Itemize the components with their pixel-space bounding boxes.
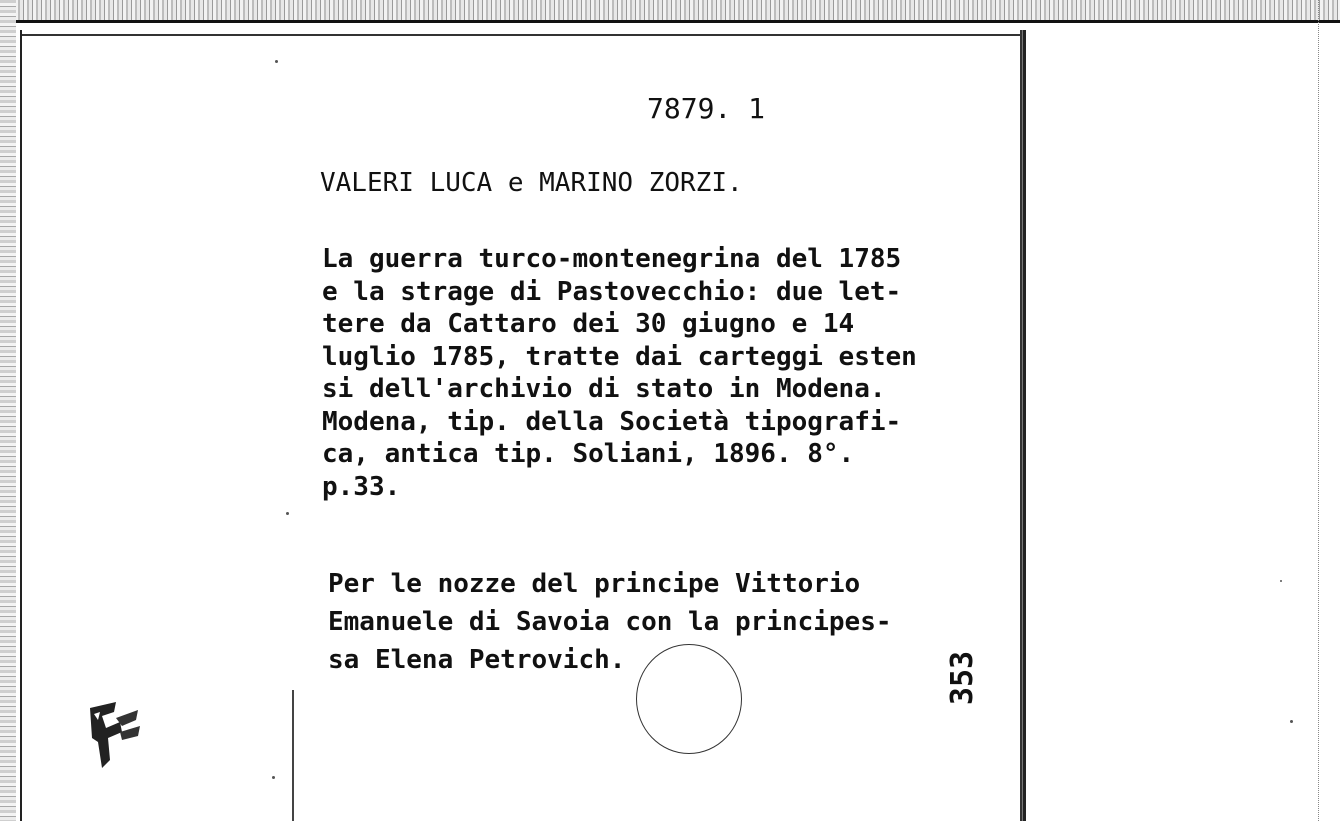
description-line: La guerra turco-montenegrina del 1785: [322, 244, 902, 274]
scan-top-edge: [0, 0, 1340, 20]
card-left-border: [20, 30, 22, 821]
card-inner-left-mark: [292, 690, 294, 821]
publication-note: [328, 565, 892, 679]
card-inner-top-border: [22, 34, 1022, 36]
description-line: ca, antica tip. Soliani, 1896. 8°.: [322, 439, 855, 469]
scan-right-dotted-line: [1318, 0, 1320, 821]
description-line: luglio 1785, tratte dai carteggi esten: [322, 341, 917, 372]
note-line: Per le nozze del principe Vittorio: [328, 569, 861, 599]
description-line: Modena, tip. della Società tipografi-: [322, 406, 902, 437]
scan-left-edge: [0, 0, 16, 821]
bibliographic-description: [322, 243, 917, 503]
note-line: Emanuele di Savoia con la principes-: [328, 607, 892, 637]
description-line: tere da Cattaro dei 30 giugno e 14: [322, 309, 855, 339]
card-top-border: [14, 20, 1340, 23]
side-shelf-number: 353: [945, 650, 980, 706]
author-heading: VALERI LUCA e MARINO ZORZI.: [320, 168, 743, 198]
library-stamp-logo: [86, 698, 144, 770]
note-line: sa Elena Petrovich.: [328, 645, 626, 675]
description-line: e la strage di Pastovecchio: due let-: [322, 276, 902, 307]
catalog-number: 7879. 1: [647, 92, 766, 125]
circular-stamp-icon: [636, 644, 742, 754]
card-right-border: [1020, 30, 1026, 821]
description-line: p.33.: [322, 471, 401, 502]
description-line: si dell'archivio di stato in Modena.: [322, 374, 886, 404]
